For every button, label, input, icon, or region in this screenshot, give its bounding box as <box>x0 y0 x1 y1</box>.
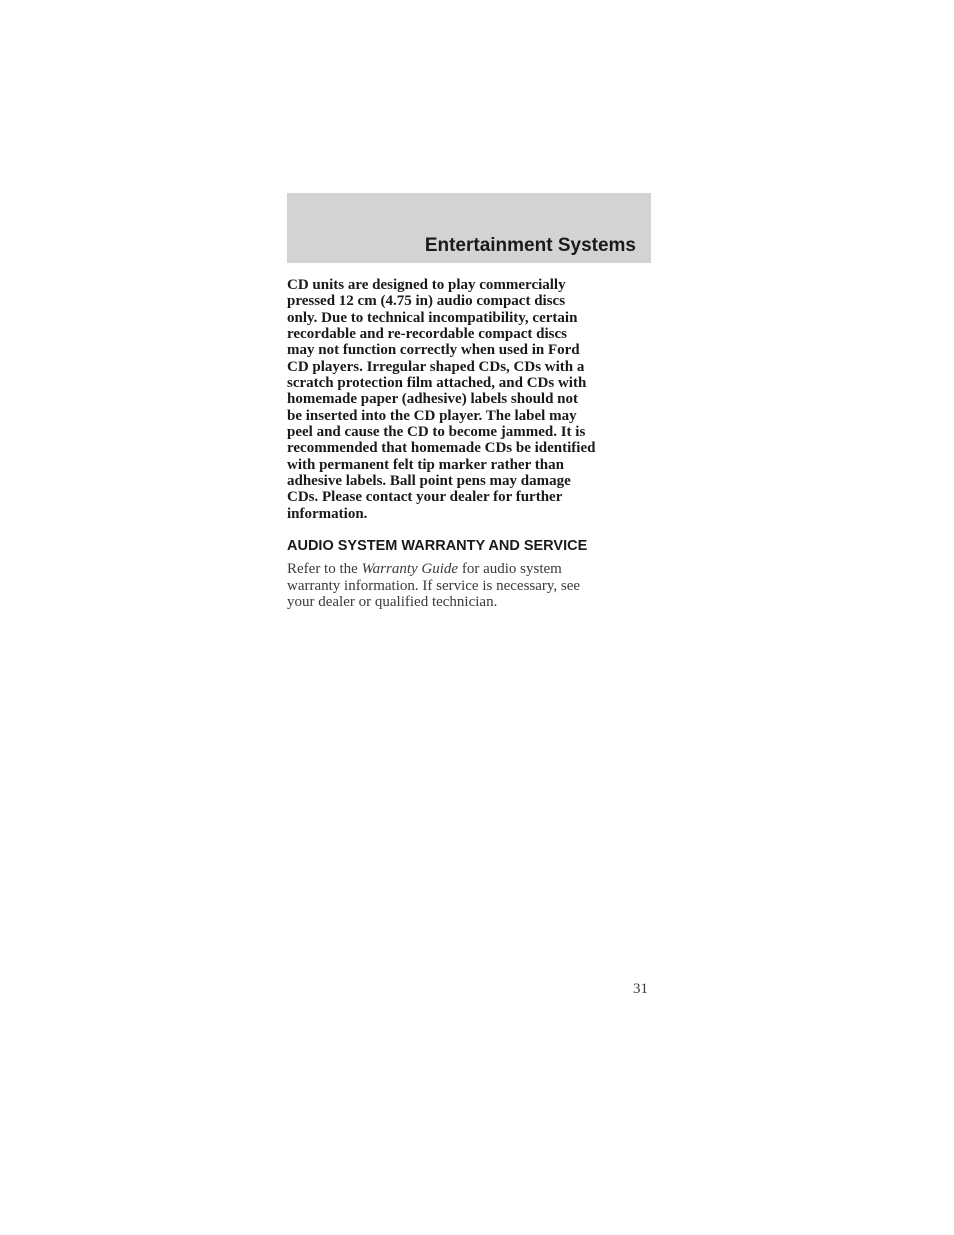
page-number: 31 <box>633 981 648 997</box>
notice-line: adhesive labels. Ball point pens may damage <box>287 473 571 490</box>
warranty-heading: AUDIO SYSTEM WARRANTY AND SERVICE <box>287 538 588 555</box>
warranty-text: Refer to the <box>287 561 362 578</box>
notice-line: CD units are designed to play commercially <box>287 277 566 293</box>
notice-line: CD players. Irregular shaped CDs, CDs with a <box>287 358 585 375</box>
warranty-text: for audio system <box>458 561 562 578</box>
section-header-band <box>287 193 651 263</box>
section-title: Entertainment Systems <box>424 235 636 256</box>
notice-line: information. <box>287 505 368 522</box>
cd-notice-paragraph <box>287 277 657 522</box>
notice-line: recordable and re-recordable compact discs <box>287 326 567 343</box>
notice-line: peel and cause the CD to become jammed. It is <box>287 424 586 441</box>
warranty-line: your dealer or qualified technician. <box>287 594 498 611</box>
notice-line: scratch protection film attached, and CDs with <box>287 375 587 392</box>
notice-line: recommended that homemade CDs be identified <box>287 440 596 457</box>
notice-line: homemade paper (adhesive) labels should not <box>287 391 579 408</box>
notice-line: may not function correctly when used in Ford <box>287 342 580 359</box>
warranty-line: warranty information. If service is necessary, see <box>287 577 581 594</box>
notice-line: be inserted into the CD player. The label may <box>287 407 577 424</box>
warranty-line <box>287 561 657 578</box>
warranty-paragraph <box>287 561 657 611</box>
notice-line: only. Due to technical incompatibility, certain <box>287 309 578 326</box>
warranty-guide-title: Warranty Guide <box>361 561 459 578</box>
notice-line: with permanent felt tip marker rather than <box>287 456 564 473</box>
notice-line: pressed 12 cm (4.75 in) audio compact discs <box>287 293 566 310</box>
notice-line: CDs. Please contact your dealer for further <box>287 489 563 506</box>
page-content <box>287 277 657 611</box>
